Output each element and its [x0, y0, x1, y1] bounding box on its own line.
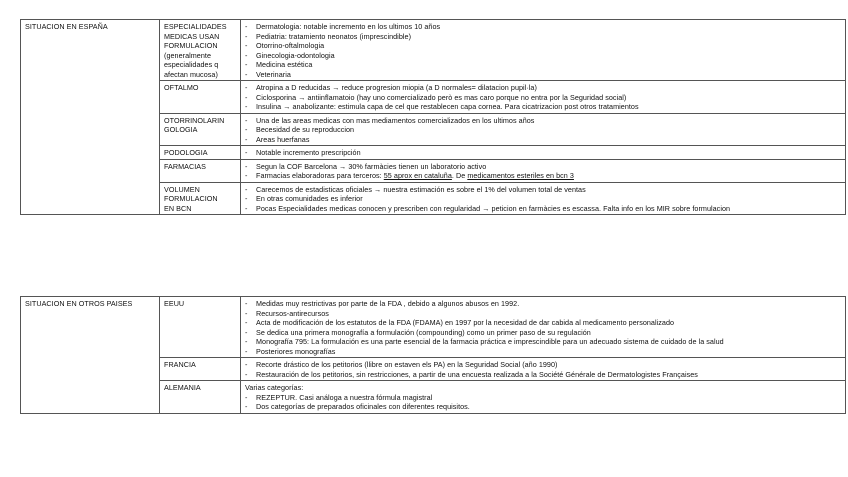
- list-item: - REZEPTUR. Casi análoga a nuestra fórmula magistral: [245, 393, 841, 403]
- list-item: - Medicina estética: [245, 60, 841, 70]
- row-label: FARMACIAS: [160, 159, 241, 182]
- row-content: [241, 159, 846, 182]
- table-row: [21, 20, 846, 81]
- underlined-link[interactable]: medicamentos esteriles en bcn 3: [467, 171, 574, 180]
- list-item: - Dos categorías de preparados oficinales con diferentes requisitos.: [245, 402, 841, 412]
- list-item: - Monografía 795: La formulación es una parte esencial de la farmacia práctica e imprescindible para un adecuado sistema de cuidado de la salud: [245, 337, 841, 347]
- row-label: ALEMANIA: [160, 381, 241, 414]
- row-label: OTORRINOLARIN GOLOGIA: [160, 113, 241, 146]
- list-item: - Una de las areas medicas con mas mediamentos comercializados en los ultimos años: [245, 116, 841, 126]
- list-item: - Otorrino-oftalmologia: [245, 41, 841, 51]
- spain-table: [20, 19, 846, 215]
- list-item: - Recursos-antirecursos: [245, 309, 841, 319]
- row-content: [241, 297, 846, 358]
- row-label: ESPECIALIDADES MEDICAS USAN FORMULACION (generalmente especialidades q afectan mucosa): [160, 20, 241, 81]
- row-content: [241, 146, 846, 160]
- section-title: SITUACION EN OTROS PAISES: [21, 297, 160, 414]
- row-label: VOLUMEN FORMULACION EN BCN: [160, 182, 241, 215]
- list-item: - Notable incremento prescripción: [245, 148, 841, 158]
- row-content: [241, 182, 846, 215]
- row-content: [241, 20, 846, 81]
- list-item: - Dermatologia: notable incremento en los ultimos 10 años: [245, 22, 841, 32]
- list-item: - Atropina a D reducidas → reduce progresion miopia (a D normales= dilatacion pupil·la): [245, 83, 841, 93]
- row-label: FRANCIA: [160, 358, 241, 381]
- list-item: - Medidas muy restrictivas por parte de la FDA , debido a algunos abusos en 1992.: [245, 299, 841, 309]
- list-item: - Pediatria: tratamiento neonatos (imprescindible): [245, 32, 841, 42]
- list-item: - Restauración de los petitorios, sin restricciones, a partir de una encuesta realizada a la Société Générale de Dermatologistes Françaises: [245, 370, 841, 380]
- list-item: - Ciclosporina → antiinflamatoio (hay uno comercializado però es mas caro porque no entra por la Seguridad social): [245, 93, 841, 103]
- list-item: - Carecemos de estadisticas oficiales → nuestra estimación es sobre el 1% del volumen total de ventas: [245, 185, 841, 195]
- underlined-link[interactable]: 55 aprox en cataluña: [383, 171, 452, 180]
- list-item: - Segun la COF Barcelona → 30% farmàcies tienen un laboratorio activo: [245, 162, 841, 172]
- lead-text: Varias categorías:: [245, 383, 304, 392]
- list-item: - Pocas Especialidades medicas conocen y prescriben con regularidad → peticion en farmàcies es escassa. Falta info en los MIR sobre formulacion: [245, 204, 841, 214]
- table-row: [21, 297, 846, 358]
- section-title: SITUACION EN ESPAÑA: [21, 20, 160, 215]
- row-label: OFTALMO: [160, 81, 241, 114]
- list-item: - Insulina → anabolizante: estimula capa de cel que restablecen capa cornea. Para cicatrizacion post otros tratamientos: [245, 102, 841, 112]
- list-item: - En otras comunidades es inferior: [245, 194, 841, 204]
- list-item: - Posteriores monografías: [245, 347, 841, 357]
- list-item: - Areas huerfanas: [245, 135, 841, 145]
- row-content: [241, 381, 846, 414]
- list-item: - Becesidad de su reproduccion: [245, 125, 841, 135]
- row-content: [241, 113, 846, 146]
- list-item: - Veterinaria: [245, 70, 841, 80]
- row-label: PODOLOGIA: [160, 146, 241, 160]
- list-item: - Acta de modificación de los estatutos de la FDA (FDAMA) en 1997 por la necesidad de dar cabida al medicamento personalizado: [245, 318, 841, 328]
- list-item: - Farmacias elaboradoras para terceros: 55 aprox en cataluña. De medicamentos esteriles en bcn 3: [245, 171, 841, 181]
- list-item: - Recorte drástico de los petitorios (llibre on estaven els PA) en la Seguridad Social (año 1990): [245, 360, 841, 370]
- list-item: - Ginecologia-odontologia: [245, 51, 841, 61]
- row-label: EEUU: [160, 297, 241, 358]
- list-item: - Se dedica una primera monografía a formulación (compounding) como un primer paso de su regulación: [245, 328, 841, 338]
- row-content: [241, 358, 846, 381]
- others-table: [20, 296, 846, 414]
- row-content: [241, 81, 846, 114]
